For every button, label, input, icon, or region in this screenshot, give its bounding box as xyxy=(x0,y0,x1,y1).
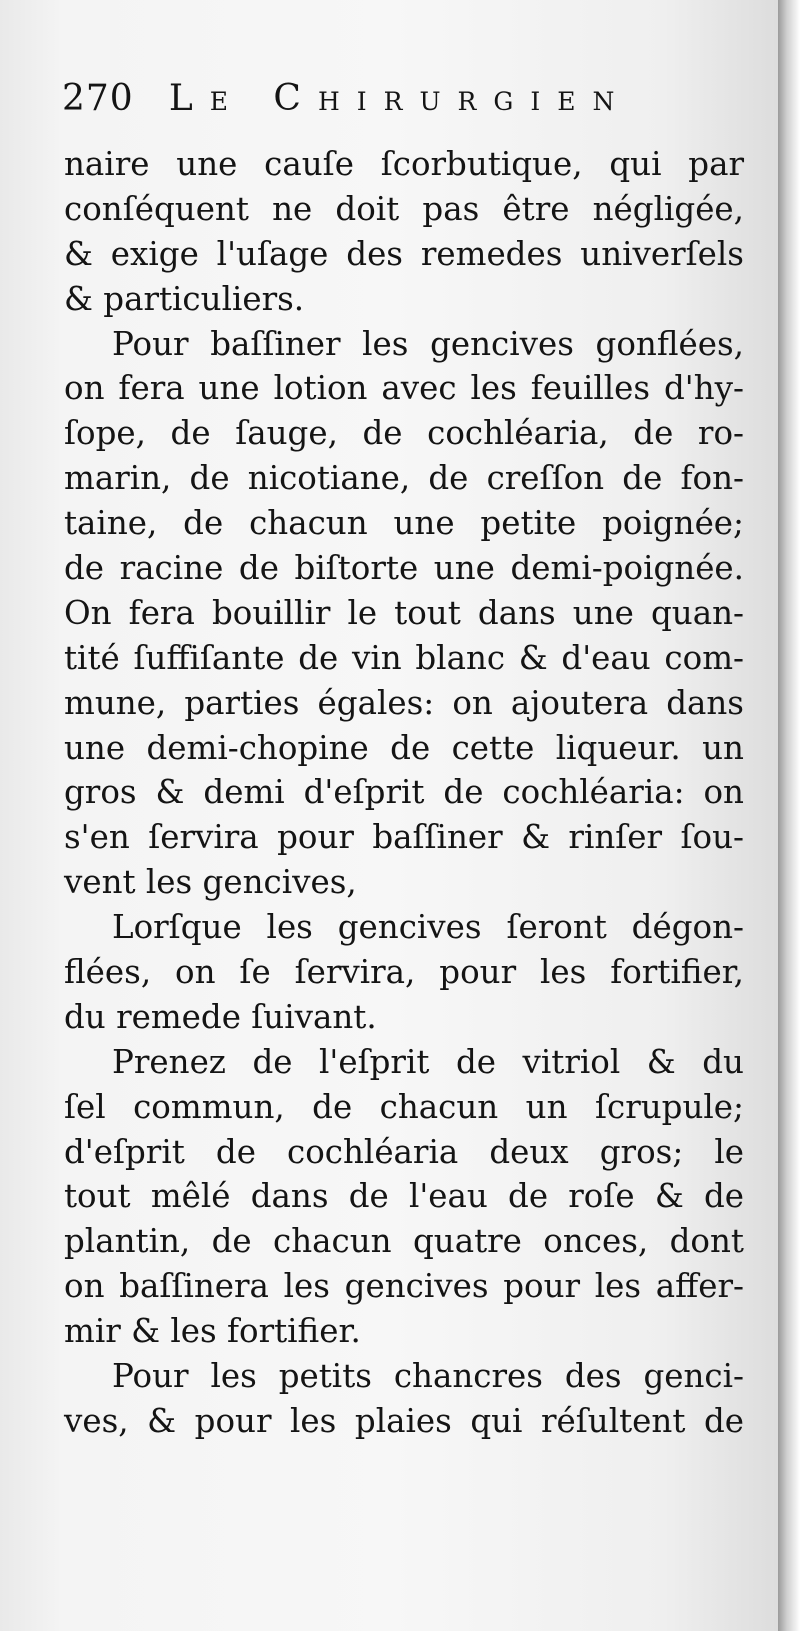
text-line: plantin, de chacun quatre onces, dont xyxy=(64,1222,744,1261)
text-line: d'eſprit de cochléaria deux gros; le xyxy=(64,1132,744,1171)
body-text xyxy=(64,142,744,1444)
text-line: de racine de biſtorte une demi-poignée. xyxy=(64,549,744,588)
text-line: ves, & pour les plaies qui réſultent de xyxy=(64,1401,744,1440)
text-line: & particuliers. xyxy=(64,279,305,318)
text-line: conſéquent ne doit pas être négligée, xyxy=(64,189,744,228)
text-line: s'en ſervira pour baſſiner & rinſer ſou- xyxy=(64,818,744,857)
book-gutter xyxy=(778,0,800,1631)
page-number: 270 xyxy=(62,78,134,119)
text-line: Lorſque les gencives ſeront dégon- xyxy=(112,908,744,947)
text-line: du remede ſuivant. xyxy=(64,997,377,1036)
text-line: tout mêlé dans de l'eau de roſe & de xyxy=(64,1177,744,1216)
text-line: gros & demi d'eſprit de cochléaria: on xyxy=(64,773,744,812)
text-line: flées, on ſe ſervira, pour les fortifier, xyxy=(64,953,744,992)
text-line: Prenez de l'eſprit de vitriol & du xyxy=(112,1042,744,1081)
text-line: naire une cauſe ſcorbutique, qui par xyxy=(64,145,744,183)
text-line: taine, de chacun une petite poignée; xyxy=(64,504,744,543)
text-line: une demi-chopine de cette liqueur. un xyxy=(64,728,744,767)
text-line: on fera une lotion avec les feuilles d'hy- xyxy=(64,369,744,408)
text-line: Pour baſſiner les gencives gonflées, xyxy=(112,324,744,363)
text-line: mir & les fortifier. xyxy=(64,1312,361,1351)
text-line: tité ſuffiſante de vin blanc & d'eau com- xyxy=(64,638,744,677)
text-line: On fera bouillir le tout dans une quan- xyxy=(64,593,744,632)
text-line: & exige l'uſage des remedes univerſels xyxy=(64,234,744,273)
text-line: mune, parties égales: on ajoutera dans xyxy=(64,683,744,722)
running-title: Le Chirurgien xyxy=(168,78,632,119)
page-header xyxy=(62,78,762,138)
text-line: on baſſinera les gencives pour les affer- xyxy=(64,1267,744,1306)
text-line: ſope, de ſauge, de cochléaria, de ro- xyxy=(64,414,744,453)
text-line: vent les gencives, xyxy=(64,863,357,902)
text-line: Pour les petits chancres des genci- xyxy=(112,1357,744,1396)
text-line: marin, de nicotiane, de creſſon de fon- xyxy=(64,459,744,498)
text-line: ſel commun, de chacun un ſcrupule; xyxy=(64,1087,744,1126)
